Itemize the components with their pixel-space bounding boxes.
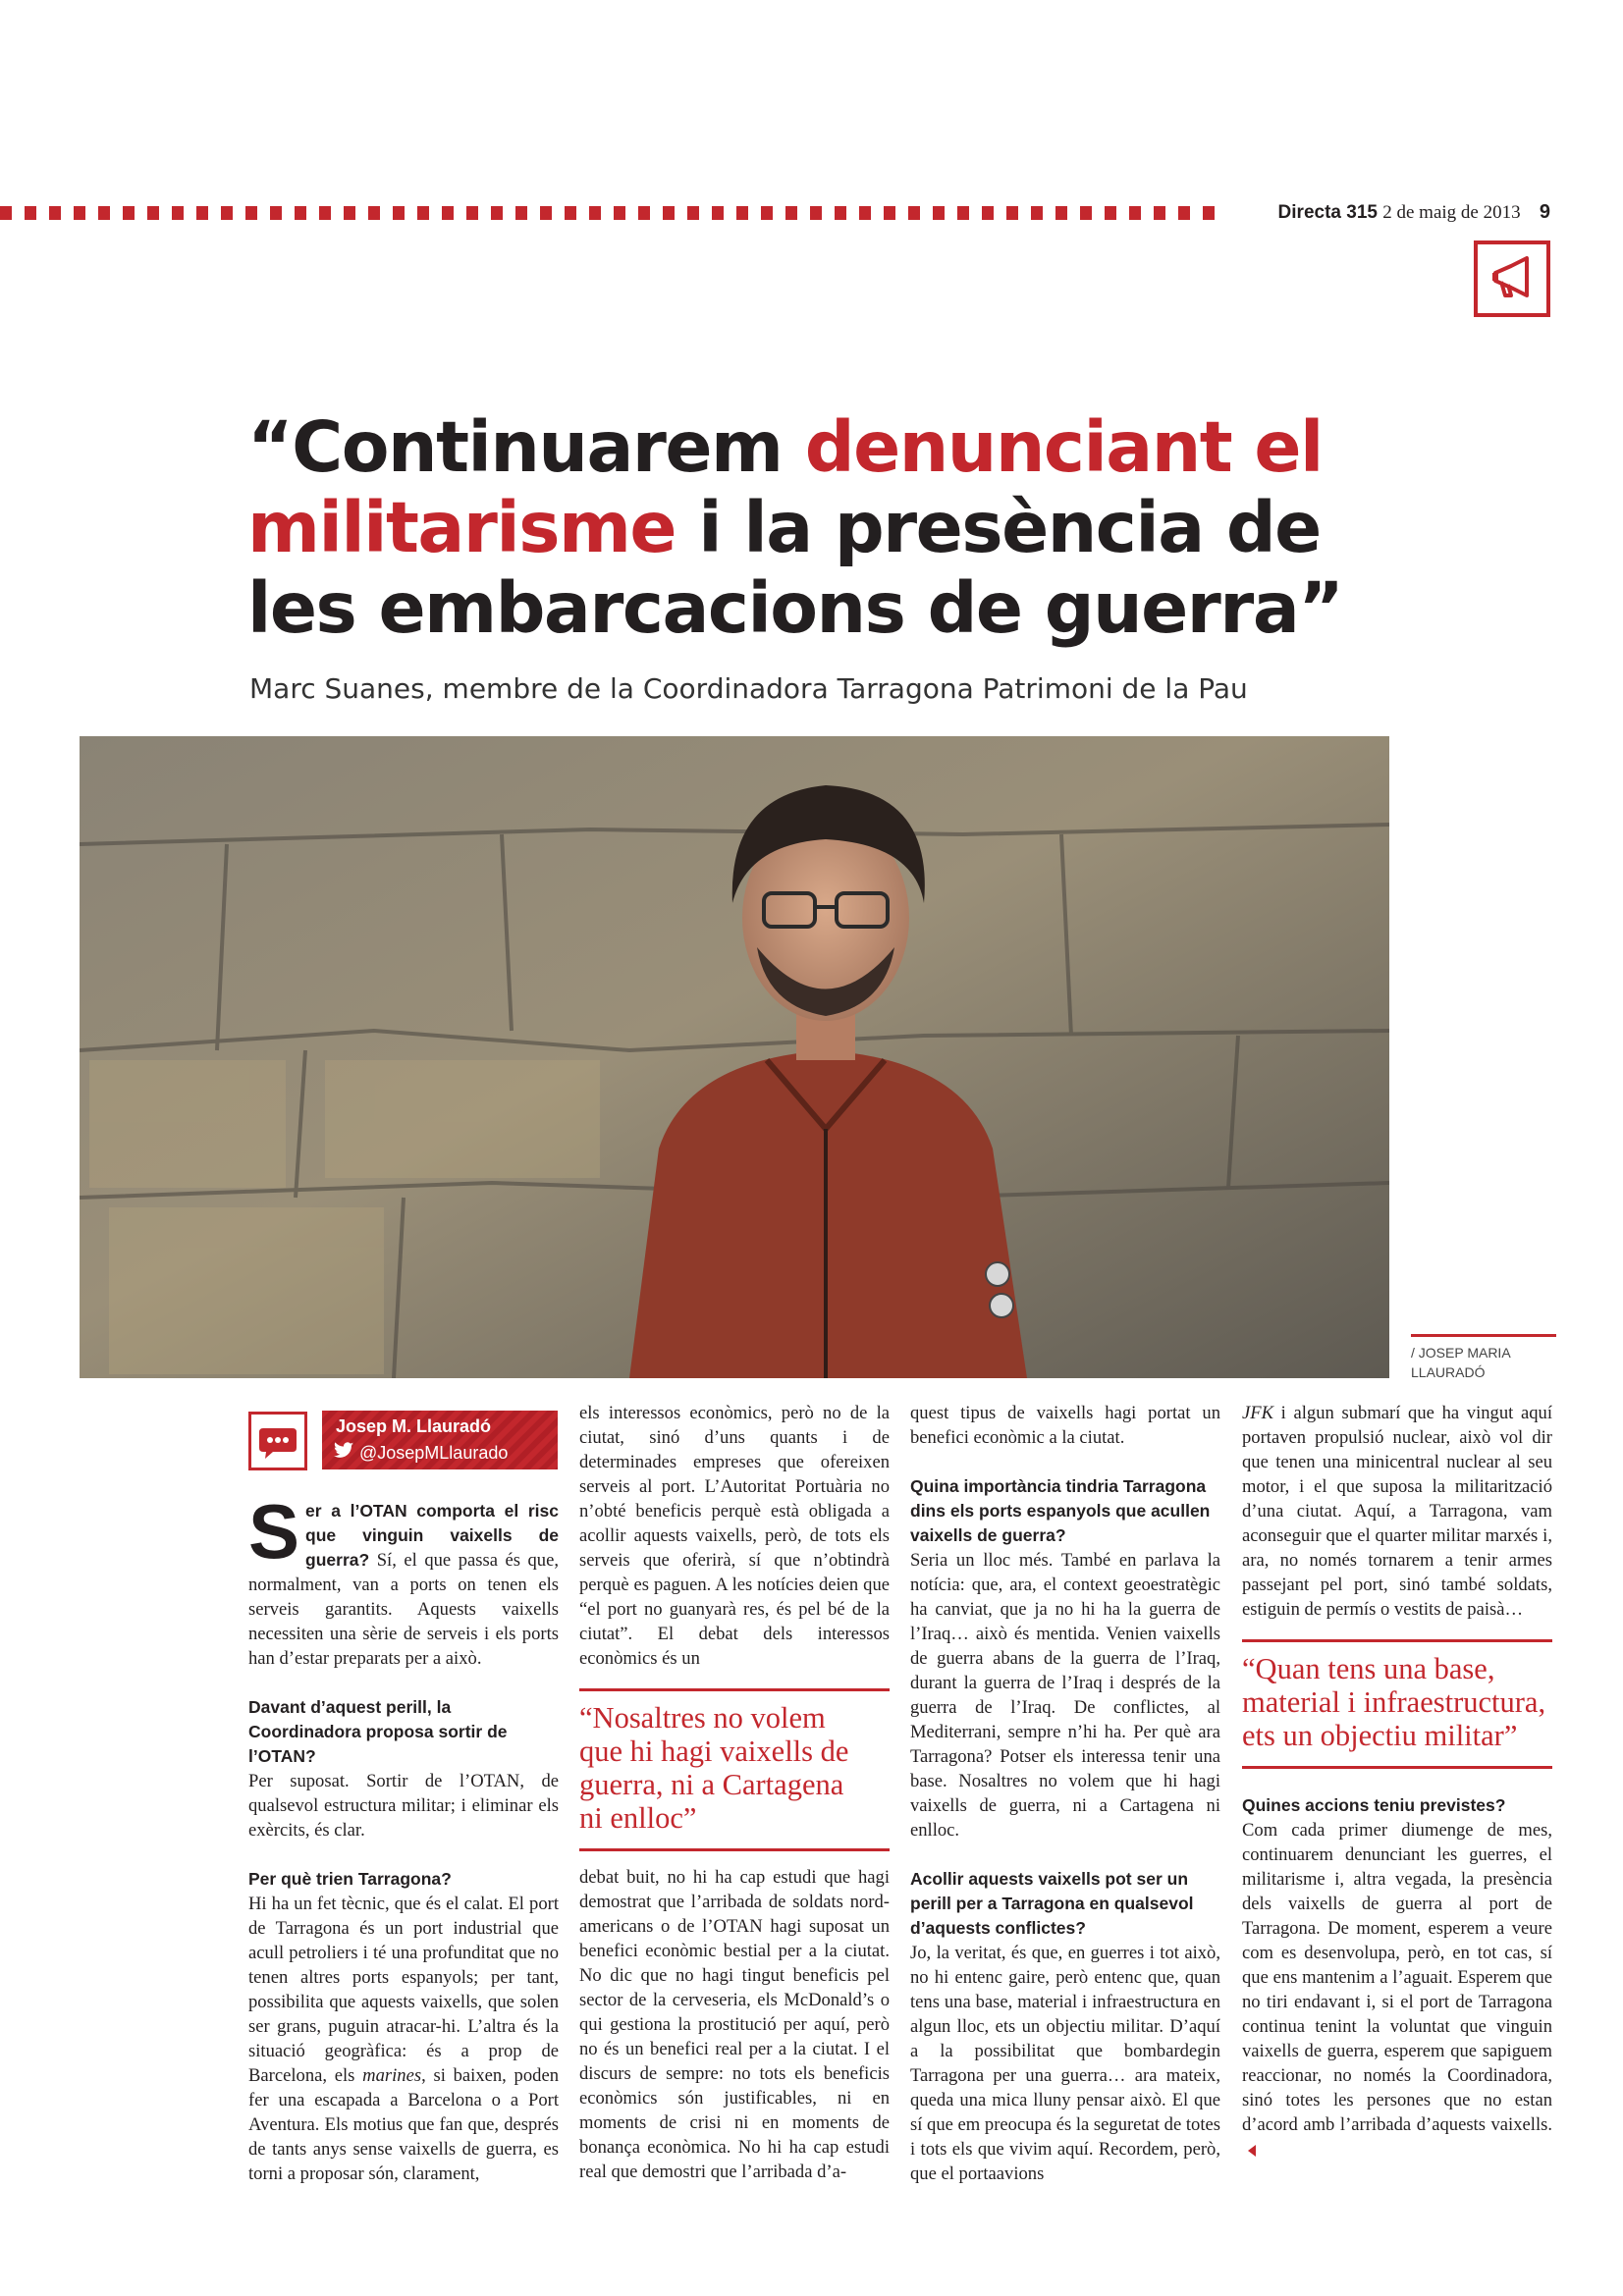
answer-2: Per suposat. Sortir de l’OTAN, de qualsevol estructura militar; i eliminar els exèrcits, és clar. [248,1771,559,1841]
subheadline: Marc Suanes, membre de la Coordinadora Tarragona Patrimoni de la Pau [249,672,1248,705]
author-name: Josep M. Llauradó [336,1416,492,1436]
issue-date: 2 de maig de 2013 [1382,202,1521,223]
photo-credit: / JOSEP MARIA LLAURADÓ [1411,1345,1510,1380]
pull-quote-2-rule-bottom [1242,1766,1552,1769]
answer-3-part-1: Hi ha un fet tècnic, que és el calat. El port de Tarragona és un port industrial que acull petroliers i té una profunditat que no tenen altres ports espanyols; per tant, possibilita que aquests vaixells, que solen ser grans, puguin atracar-hi. L’altra és la situació geogràfica: és a prop de Barcelona, els [248,1894,559,2086]
author-byline [322,1411,558,1469]
author-handle: @JosepMLlaurado [359,1442,509,1463]
pull-quote-rule-top [579,1688,890,1691]
photo-credit-rule [1411,1334,1556,1337]
interview-photo [80,736,1389,1378]
answer-5: Jo, la veritat, és que, en guerres i tot això, no hi entenc gaire, però entenc que, quan tens una base, material i infraestructura en algun lloc, ets un objectiu militar. D’aquí a la possibilitat que bombardegin Tarragona per una guerra… ara mateix, queda una mica lluny pensar això. El que sí que em preocupa és la seguretat de totes i tots els que vivim aquí. Recordem, però, que el portaavions [910,1943,1220,2184]
question-2: Davant d’aquest perill, la Coordinadora proposa sortir de l’OTAN? [248,1697,508,1766]
answer-1: Sí, el que passa és que, normalment, van a ports on tenen els serveis garantits. Aquests vaixells necessiten una sèrie de serveis i els ports han d’estar preparats per a això. [248,1550,560,1669]
drop-cap: S [248,1488,300,1575]
article-column-4 [1242,1401,1552,2162]
question-4: Quina importància tindria Tarragona dins els ports espanyols que acullen vaixells de guerra? [910,1476,1211,1545]
article-column-1 [248,1488,560,2186]
answer-3 [248,1892,559,2186]
answer-3-italic: marines [362,2065,422,2086]
column-3-paragraph-1: quest tipus de vaixells hagi portat un benefici econòmic a la ciutat. [910,1403,1220,1448]
column-2-paragraph-2: debat buit, no hi ha cap estudi que hagi demostrat que l’arribada de soldats nord-americans o de l’OTAN hagi suposat un benefici econòmic bestial per a la ciutat. No dic que no hagi tingut beneficis pel sector de la cerveseria, els McDonald’s o qui gestiona la prostitució per aquí, però no és un benefici real per a la ciutat. I el discurs de sempre: no tots els beneficis econòmics són justificables, ni en moments de crisi ni en moments de bonança econòmica. No hi ha cap estudi real que demostri que l’arribada d’a- [579,1867,890,2182]
end-mark-icon [1248,2145,1256,2157]
headline [247,407,1367,649]
headline-part-2: denunciant el militarisme [247,406,1323,568]
article-column-2 [579,1401,890,2184]
answer-3-part-2: , si baixen, poden fer una escapada a Barcelona o a Port Aventura. Els motius que fan que, després de tants anys sense vaixells de guerra, es torni a proposar són, clarament, [248,2065,559,2184]
column-4-paragraph-1 [1242,1401,1552,1622]
answer-6 [1242,1818,1552,2162]
page-number: 9 [1539,201,1550,223]
pull-quote-1: “Nosaltres no volem que hi hagi vaixells de guerra, ni a Cartagena ni enlloc” [579,1701,849,1835]
speech-bubble-icon [248,1412,307,1470]
pull-quote-2: “Quan tens una base, material i infraestructura, ets un objectiu militar” [1242,1652,1546,1752]
question-3: Per què trien Tarragona? [248,1869,452,1889]
pull-quote-2-rule-top [1242,1639,1552,1642]
column-2-paragraph-1: els interessos econòmics, però no de la ciutat, sinó d’uns quants i de determinades empreses que ofereixen serveis al port. L’Autoritat Portuària no n’obté beneficis perquè està obligada a acollir aquests vaixells, però, de tots els serveis que oferirà, sí que n’obtindrà perquè es paguen. A les notícies deien que “el port no guanyarà res, és pel bé de la ciutat”. El debat dels interessos econòmics és un [579,1403,890,1669]
top-dotted-rule [0,206,1217,220]
column-4-italic: JFK [1242,1403,1274,1423]
question-1: er a l’OTAN comporta el risc que vinguin vaixells de guerra? [305,1501,559,1570]
twitter-bird-icon [334,1442,353,1464]
column-4-text: i algun submarí que ha vingut aquí portaven propulsió nuclear, això vol dir que tenen una minicentral nuclear al seu motor, i el que suposa la militarització d’una ciutat. Aquí, a Tarragona, vam aconseguir que el quarter militar marxés i, ara, no només tornarem a tenir armes passejant pel port, sinó també soldats, estiguin de permís o vestits de paisà… [1242,1403,1552,1620]
answer-6-text: Com cada primer diumenge de mes, continuarem denunciant les guerres, el militarisme i, altra vegada, la presència dels vaixells de guerra al port de Tarragona. De moment, esperem a veure com es desenvolupa, però, en tot cas, sí que ens mantenim a l’aguait. Esperem que no tiri endavant i, si el port de Tarragona continua tenint la voluntat que vinguin vaixells de guerra, esperem que sapiguem reaccionar, no només la Coordinadora, sinó totes les persones que no estan d’acord amb l’arribada d’aquests vaixells. [1242,1820,1552,2135]
answer-4: Seria un lloc més. També en parlava la notícia: que, ara, el context geoestratègic ha canviat, que ja no hi ha la guerra de l’Iraq… això és mentida. Venien vaixells de guerra abans de la guerra de l’Iraq, durant la guerra de l’Iraq i després de la guerra de l’Iraq. De conflictes, al Mediterrani, sempre n’hi ha. Per què ara Tarragona? Potser els interessa tenir una base. Nosaltres no volem que hi hagi vaixells de guerra, ni a Cartagena ni enlloc. [910,1550,1220,1841]
headline-part-1: “Continuarem [247,406,805,488]
publication-name: Directa 315 [1277,202,1378,223]
megaphone-icon [1474,240,1550,317]
article-column-3 [910,1401,1220,2186]
question-6: Quines accions teniu previstes? [1242,1795,1506,1815]
question-5: Acollir aquests vaixells pot ser un perill per a Tarragona en qualsevol d’aquests conflictes? [910,1869,1194,1938]
pull-quote-rule-bottom [579,1848,890,1851]
page-folio [1278,201,1550,224]
headline-part-3: i la presència de les embarcacions de guerra” [247,487,1343,649]
author-twitter[interactable] [334,1442,508,1464]
